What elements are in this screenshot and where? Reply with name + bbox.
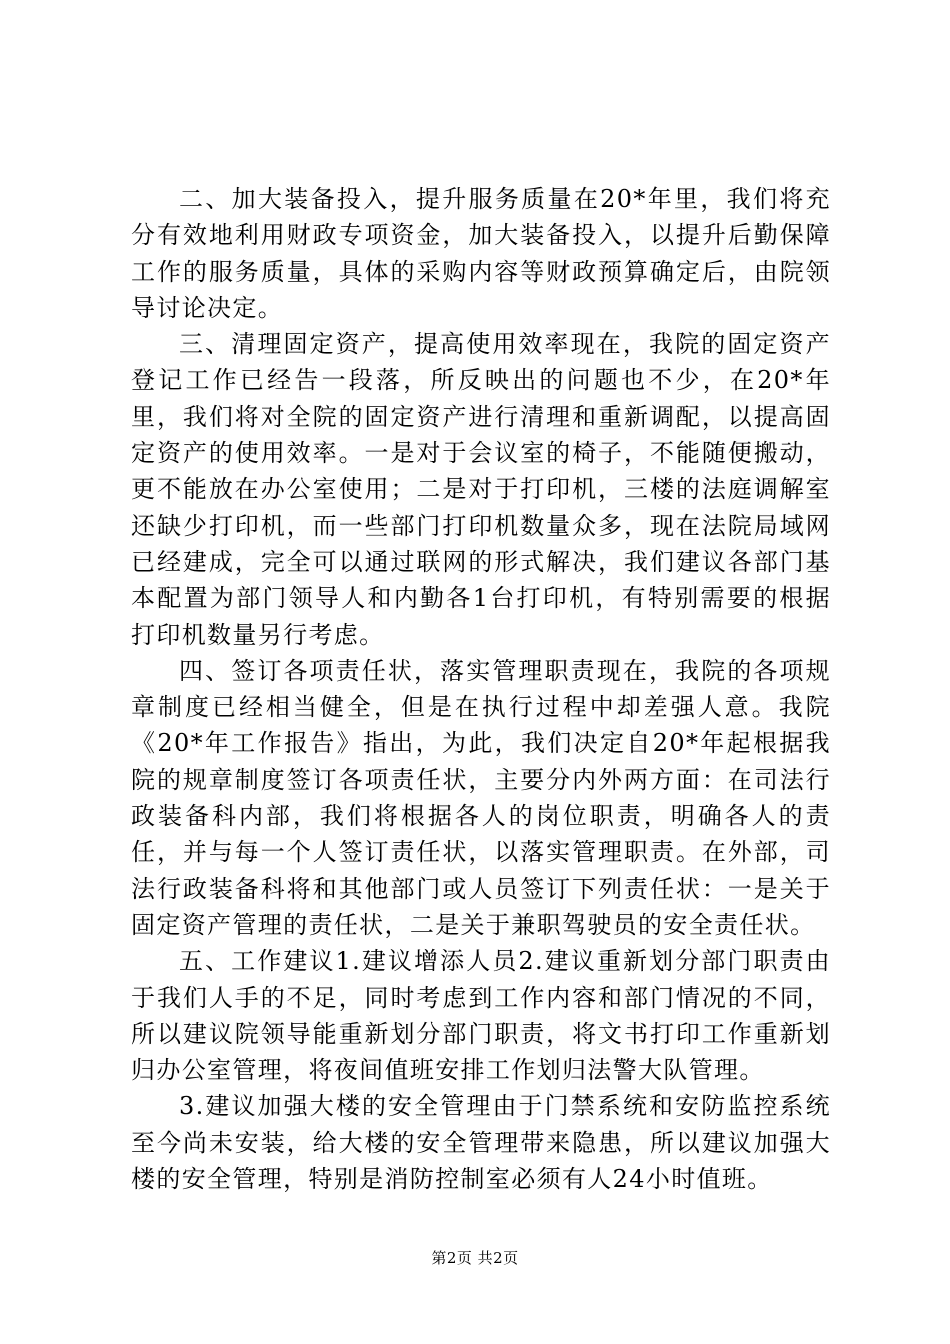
paragraph-equipment-investment: 二、加大装备投入，提升服务质量在20*年里，我们将充分有效地利用财政专项资金，加大装备投入，以提升后勤保障工作的服务质量，具体的采购内容等财政预算确定后，由院领导讨论决定。 [131,185,831,322]
paragraph-work-suggestions: 五、工作建议1.建议增添人员2.建议重新划分部门职责由于我们人手的不足，同时考虑到工作内容和部门情况的不同，所以建议院领导能重新划分部门职责，将文书打印工作重新划归办公室管理，将夜间值班安排工作划归法警大队管理。 [131,947,831,1085]
document-body [131,181,831,1197]
paragraph-building-safety: 3.建议加强大楼的安全管理由于门禁系统和安防监控系统至今尚未安装，给大楼的安全管理带来隐患，所以建议加强大楼的安全管理，特别是消防控制室必须有人24小时值班。 [131,1092,831,1194]
paragraph-fixed-assets: 三、清理固定资产，提高使用效率现在，我院的固定资产登记工作已经告一段落，所反映出的问题也不少，在20*年里，我们将对全院的固定资产进行清理和重新调配，以提高固定资产的使用效率。一是对于会议室的椅子，不能随便搬动，更不能放在办公室使用；二是对于打印机，三楼的法庭调解室还缺少打印机，而一些部门打印机数量众多，现在法院局域网已经建成，完全可以通过联网的形式解决，我们建议各部门基本配置为部门领导人和内勤各1台打印机，有特别需要的根据打印机数量另行考虑。 [131,330,831,649]
paragraph-responsibility-contracts: 四、签订各项责任状，落实管理职责现在，我院的各项规章制度已经相当健全，但是在执行过程中却差强人意。我院《20*年工作报告》指出，为此，我们决定自20*年起根据我院的规章制度签订各项责任状，主要分内外两方面：在司法行政装备科内部，我们将根据各人的岗位职责，明确各人的责任，并与每一个人签订责任状，以落实管理职责。在外部，司法行政装备科将和其他部门或人员签订下列责任状：一是关于固定资产管理的责任状，二是关于兼职驾驶员的安全责任状。 [131,656,831,939]
page-number-footer: 第2页 共2页 [431,1249,519,1267]
